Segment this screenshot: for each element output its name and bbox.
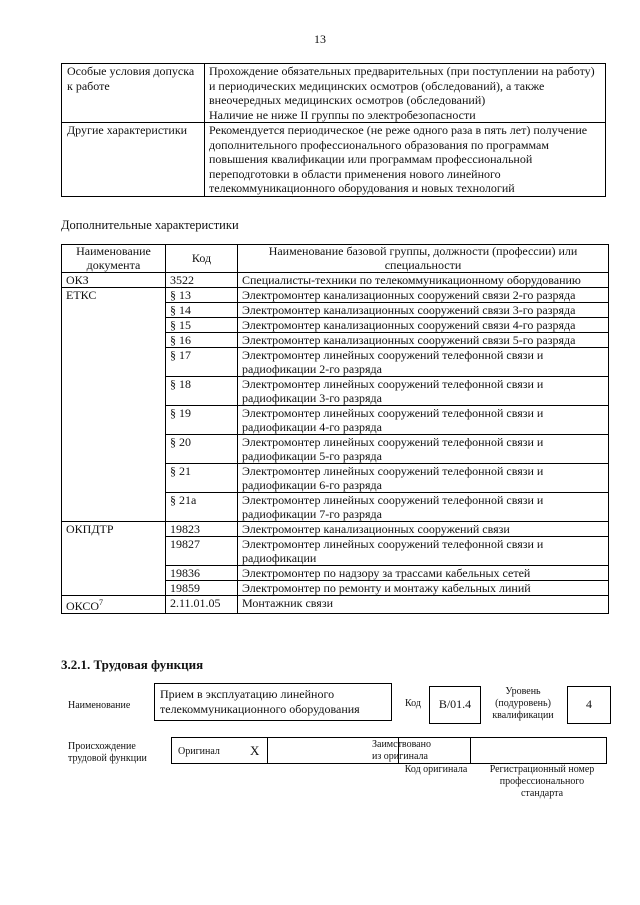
code-cell: § 13 (166, 288, 238, 303)
document-cell (62, 596, 166, 614)
document-cell (62, 288, 166, 522)
table-row (62, 288, 609, 303)
code-cell: § 20 (166, 435, 238, 464)
code-original-cell (399, 738, 471, 763)
table-row (62, 596, 609, 614)
conditions-table (61, 63, 606, 197)
code-original-caption: Код оригинала (404, 764, 468, 775)
occupation-cell: Электромонтер по надзору за трассами кабельных сетей (238, 566, 609, 581)
reg-number-cell (471, 738, 606, 763)
occupation-cell: Электромонтер линейных сооружений телефонной связи и радиофикации 6-го разряда (238, 464, 609, 493)
occupation-cell: Электромонтер канализационных сооружений связи 3-го разряда (238, 303, 609, 318)
borrowed-label: Заимствовано из оригинала (372, 739, 431, 762)
original-label: Оригинал (178, 746, 220, 757)
origin-label: Происхождение трудовой функции (68, 741, 147, 764)
code-cell: 2.11.01.05 (166, 596, 238, 614)
occupation-cell: Электромонтер канализационных сооружений связи (238, 522, 609, 537)
document-cell (62, 522, 166, 596)
occupation-cell: Электромонтер линейных сооружений телефонной связи и радиофикации 2-го разряда (238, 348, 609, 377)
occupation-cell: Электромонтер линейных сооружений телефонной связи и радиофикации 4-го разряда (238, 406, 609, 435)
conditions-text: Прохождение обязательных предварительных (при поступлении на работу) и периодических медицинских осмотров (обследований), а также внеочередных медицинских осмотров (обследований) (209, 64, 595, 107)
footnote-mark: 7 (99, 598, 104, 607)
conditions-label: Особые условия допуска к работе (62, 64, 205, 123)
level-value-box: 4 (567, 686, 611, 724)
code-cell: § 17 (166, 348, 238, 377)
code-cell: § 16 (166, 333, 238, 348)
code-cell: § 18 (166, 377, 238, 406)
occupation-cell: Электромонтер линейных сооружений телефонной связи и радиофикации 7-го разряда (238, 493, 609, 522)
borrowed-cell (268, 738, 431, 763)
code-cell: § 21а (166, 493, 238, 522)
occupation-cell: Электромонтер канализационных сооружений связи 5-го разряда (238, 333, 609, 348)
original-mark: X (250, 743, 260, 758)
origin-table (171, 737, 607, 764)
document-name: ОКПДТР (66, 522, 114, 536)
code-cell: § 15 (166, 318, 238, 333)
document-name: ОКСО (66, 599, 100, 613)
function-title: 3.2.1. Трудовая функция (61, 657, 204, 672)
reg-number-caption: Регистрационный номер профессионального стандарта (489, 764, 595, 799)
code-cell: § 21 (166, 464, 238, 493)
occupation-cell: Электромонтер линейных сооружений телефонной связи и радиофикации 5-го разряда (238, 435, 609, 464)
occupation-cell: Электромонтер канализационных сооружений связи 4-го разряда (238, 318, 609, 333)
table-header-row (62, 245, 609, 273)
conditions-value: Рекомендуется периодическое (не реже одного раза в пять лет) получение дополнительного профессионального образования по программам повышения квалификации или программам профессиональной переподготовки в области применения нового линейного телекоммуникационного оборудования и новых технологий (205, 123, 606, 197)
occupation-cell: Электромонтер по ремонту и монтажу кабельных линий (238, 581, 609, 596)
code-label: Код (405, 698, 421, 709)
document-cell (62, 273, 166, 288)
occupation-cell: Специалисты-техники по телекоммуникационному оборудованию (238, 273, 609, 288)
section-heading: Дополнительные характеристики (61, 218, 239, 232)
table-row (62, 123, 606, 197)
table-row (62, 522, 609, 537)
code-cell: 3522 (166, 273, 238, 288)
code-cell: § 14 (166, 303, 238, 318)
page-number: 13 (314, 32, 326, 46)
original-cell (172, 738, 268, 763)
conditions-value (205, 64, 606, 123)
table-row (62, 273, 609, 288)
column-header: Наименование документа (62, 245, 166, 273)
document-name: ОКЗ (66, 273, 89, 287)
code-cell: 19836 (166, 566, 238, 581)
function-code-box: B/01.4 (429, 686, 481, 724)
conditions-text-2: Наличие не ниже II группы по электробезопасности (209, 107, 476, 122)
name-label: Наименование (68, 700, 131, 711)
occupation-cell: Монтажник связи (238, 596, 609, 614)
code-cell: § 19 (166, 406, 238, 435)
table-row (62, 64, 606, 123)
document-name: ЕТКС (66, 288, 97, 302)
occupation-cell: Электромонтер линейных сооружений телефонной связи и радиофикации (238, 537, 609, 566)
column-header: Наименование базовой группы, должности (профессии) или специальности (238, 245, 609, 273)
code-cell: 19823 (166, 522, 238, 537)
column-header: Код (166, 245, 238, 273)
additional-table (61, 244, 609, 614)
conditions-label: Другие характеристики (62, 123, 205, 197)
function-name-box: Прием в эксплуатацию линейного телекоммуникационного оборудования (154, 683, 392, 721)
occupation-cell: Электромонтер линейных сооружений телефонной связи и радиофикации 3-го разряда (238, 377, 609, 406)
occupation-cell: Электромонтер канализационных сооружений связи 2-го разряда (238, 288, 609, 303)
code-cell: 19827 (166, 537, 238, 566)
level-label: Уровень (подуровень) квалификации (492, 686, 554, 721)
code-cell: 19859 (166, 581, 238, 596)
